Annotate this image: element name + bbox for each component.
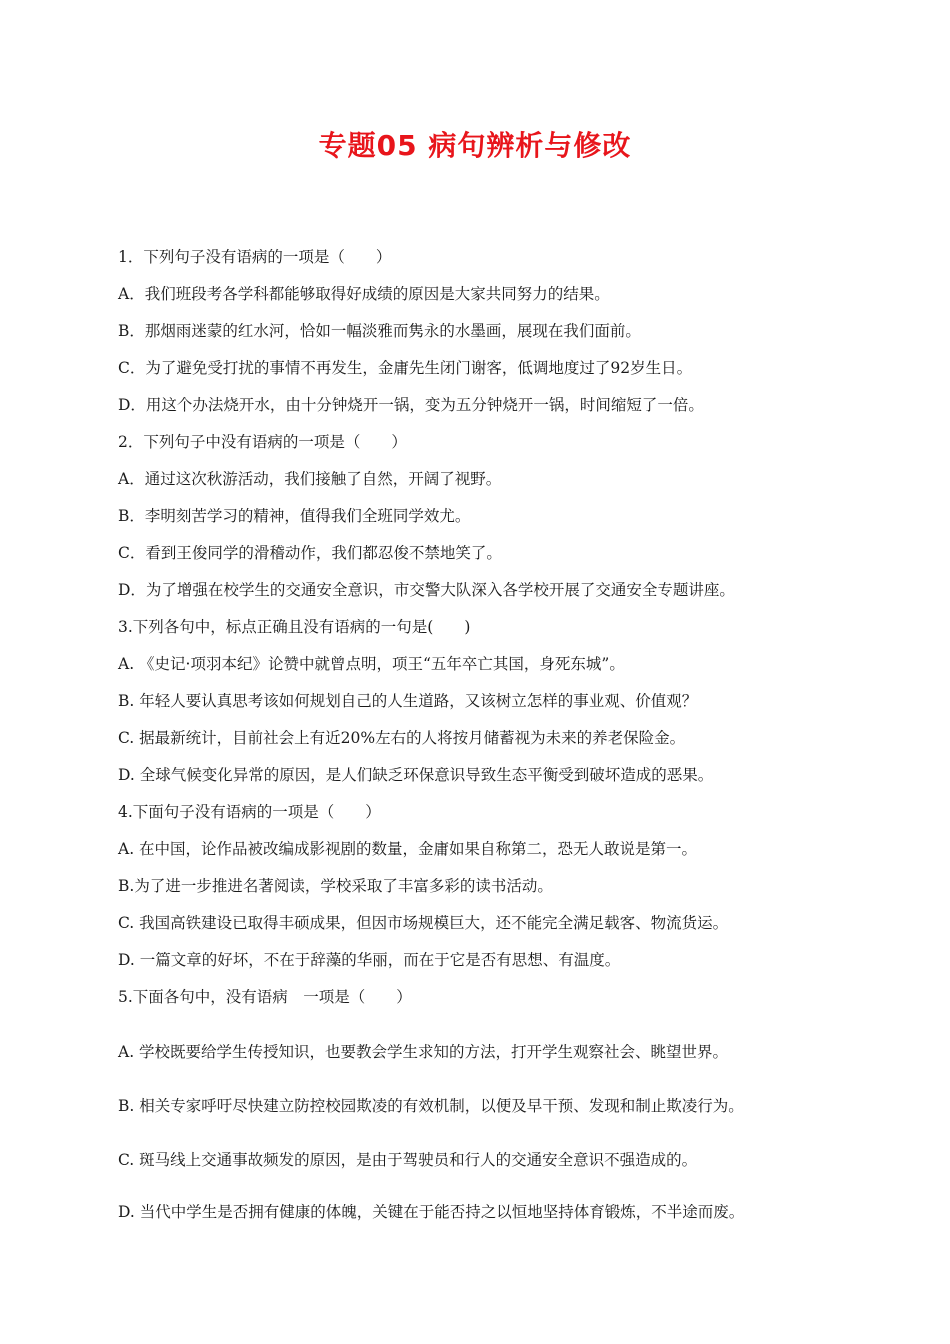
question-1-stem: 1．下列句子没有语病的一项是（ ） [118,248,392,266]
question-3-option-a: A. 《史记·项羽本纪》论赞中就曾点明，项王“五年卒亡其国，身死东城”。 [118,655,625,673]
question-3-option-d: D. 全球气候变化异常的原因，是人们缺乏环保意识导致生态平衡受到破坏造成的恶果。 [118,766,714,784]
question-4-option-c: C. 我国高铁建设已取得丰硕成果，但因市场规模巨大，还不能完全满足载客、物流货运。 [118,914,729,932]
question-1-option-d: D．用这个办法烧开水，由十分钟烧开一锅，变为五分钟烧开一锅，时间缩短了一倍。 [118,396,704,414]
page-title: 专题05 病句辨析与修改 [318,129,632,162]
question-5-option-c: C. 斑马线上交通事故频发的原因，是由于驾驶员和行人的交通安全意识不强造成的。 [118,1151,698,1169]
question-2-option-c: C．看到王俊同学的滑稽动作，我们都忍俊不禁地笑了。 [118,544,502,562]
question-3-stem: 3.下列各句中，标点正确且没有语病的一句是( ) [118,618,471,636]
question-1-option-b: B．那烟雨迷蒙的红水河，恰如一幅淡雅而隽永的水墨画，展现在我们面前。 [118,322,641,340]
question-4-option-b: B.为了进一步推进名著阅读，学校采取了丰富多彩的读书活动。 [118,877,553,895]
question-1-option-a: A．我们班段考各学科都能够取得好成绩的原因是大家共同努力的结果。 [118,285,610,303]
question-5-option-a: A. 学校既要给学生传授知识，也要教会学生求知的方法，打开学生观察社会、眺望世界。 [118,1043,729,1061]
question-5-option-b: B. 相关专家呼吁尽快建立防控校园欺凌的有效机制，以便及早干预、发现和制止欺凌行为。 [118,1097,744,1115]
question-2-stem: 2．下列句子中没有语病的一项是（ ） [118,433,407,451]
question-5-option-d: D. 当代中学生是否拥有健康的体魄，关键在于能否持之以恒地坚持体育锻炼，不半途而废。 [118,1203,745,1221]
question-2-option-d: D．为了增强在校学生的交通安全意识，市交警大队深入各学校开展了交通安全专题讲座。 [118,581,735,599]
question-4-stem: 4.下面句子没有语病的一项是（ ） [118,803,381,821]
question-1-option-c: C．为了避免受打扰的事情不再发生，金庸先生闭门谢客，低调地度过了92岁生日。 [118,359,693,377]
question-3-option-b: B. 年轻人要认真思考该如何规划自己的人生道路，又该树立怎样的事业观、价值观？ [118,692,698,710]
question-2-option-a: A．通过这次秋游活动，我们接触了自然，开阔了视野。 [118,470,502,488]
question-2-option-b: B．李明刻苦学习的精神，值得我们全班同学效尤。 [118,507,471,525]
question-4-option-a: A. 在中国，论作品被改编成影视剧的数量，金庸如果自称第二，恐无人敢说是第一。 [118,840,698,858]
question-4-option-d: D. 一篇文章的好坏，不在于辞藻的华丽，而在于它是否有思想、有温度。 [118,951,621,969]
question-3-option-c: C. 据最新统计，目前社会上有近20%左右的人将按月储蓄视为未来的养老保险金。 [118,729,686,747]
question-5-stem: 5.下面各句中，没有语病 一项是（ ） [118,988,412,1006]
